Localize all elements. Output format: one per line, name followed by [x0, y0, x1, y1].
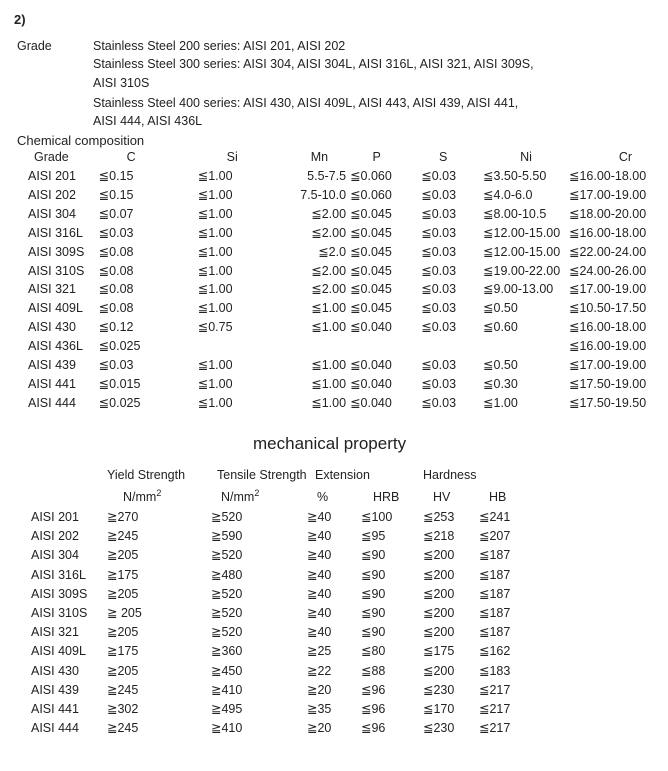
table-cell: [289, 337, 350, 356]
table-cell: ≦0.045: [350, 282, 392, 297]
table-cell: ≧35: [307, 702, 332, 717]
table-cell: ≧40: [307, 510, 332, 524]
unit-label: HV: [433, 490, 451, 504]
table-cell: AISI 309S: [31, 586, 88, 601]
table-cell: ≦1.00: [197, 206, 233, 221]
table-row: [22, 375, 668, 394]
table-cell: AISI 439: [31, 682, 79, 697]
chemical-composition-title: Chemical composition: [17, 133, 145, 148]
table-cell: ≦0.15: [98, 187, 134, 202]
table-row: [22, 167, 668, 186]
column-header: Cr: [618, 150, 633, 164]
table-cell: ≦16.00-18.00: [568, 225, 647, 240]
table-cell: ≦0.50: [483, 301, 518, 316]
table-cell: ≦218: [423, 529, 455, 544]
grade-line: AISI 310S: [93, 76, 150, 90]
table-row: [27, 700, 549, 719]
table-cell: ≦200: [423, 567, 455, 582]
table-cell: ≦1.00: [311, 320, 347, 335]
table-cell: ≦0.75: [197, 320, 233, 335]
table-cell: AISI 304: [28, 206, 76, 221]
table-cell: ≦0.040: [350, 358, 392, 373]
table-row: [22, 318, 668, 337]
table-row: [27, 585, 549, 604]
table-row: [27, 642, 549, 661]
table-cell: ≦12.00-15.00: [483, 244, 561, 259]
table-cell: ≦175: [423, 644, 455, 659]
table-cell: ≧480: [211, 567, 243, 582]
table-row: [27, 719, 549, 738]
table-row: [27, 604, 549, 623]
table-cell: ≧25: [307, 644, 332, 659]
table-row: [27, 508, 549, 527]
table-cell: ≦0.07: [98, 206, 134, 221]
table-cell: ≧40: [307, 567, 332, 582]
table-row: [27, 681, 549, 700]
table-cell: AISI 202: [31, 529, 79, 544]
table-cell: ≦9.00-13.00: [483, 282, 554, 297]
table-cell: AISI 321: [31, 625, 79, 640]
table-cell: ≦0.03: [421, 358, 457, 373]
table-cell: ≦0.08: [98, 282, 134, 297]
table-cell: ≦1.00: [197, 301, 233, 316]
table-cell: ≦2.00: [311, 263, 347, 278]
table-row: [22, 262, 668, 281]
table-cell: AISI 409L: [31, 644, 86, 659]
table-cell: ≦80: [361, 644, 386, 659]
table-cell: ≦0.060: [350, 169, 392, 183]
table-cell: ≧20: [307, 682, 332, 697]
table-row: [22, 243, 668, 262]
table-cell: ≦230: [423, 721, 455, 736]
table-cell: ≧40: [307, 606, 332, 621]
table-cell: ≦1.00: [197, 169, 233, 183]
table-cell: ≦12.00-15.00: [483, 225, 561, 240]
table-row: [27, 566, 549, 585]
table-cell: ≦0.03: [421, 301, 457, 316]
table-cell: ≦187: [479, 606, 511, 621]
table-cell: ≦96: [361, 702, 386, 717]
table-header-row: [22, 148, 668, 167]
table-header-row: [27, 464, 549, 486]
table-cell: ≦1.00: [311, 301, 347, 316]
table-cell: ≦2.00: [311, 282, 347, 297]
table-cell: AISI 201: [31, 510, 79, 524]
table-cell: AISI 316L: [28, 225, 83, 240]
table-cell: ≦17.00-19.00: [568, 282, 647, 297]
grade-label: Grade: [17, 39, 52, 53]
table-cell: ≦1.00: [197, 395, 233, 410]
mechanical-property-title: mechanical property: [253, 434, 407, 453]
table-cell: ≧590: [211, 529, 243, 544]
table-cell: ≧205: [107, 548, 139, 563]
table-cell: ≧22: [307, 663, 332, 678]
table-cell: ≦0.03: [421, 244, 457, 259]
table-cell: ≦0.03: [421, 169, 457, 183]
table-cell: ≦0.045: [350, 206, 392, 221]
table-cell: ≦96: [361, 682, 386, 697]
table-cell: ≦0.03: [421, 225, 457, 240]
table-cell: [350, 337, 421, 356]
table-cell: ≦200: [423, 586, 455, 601]
table-cell: ≦217: [479, 702, 511, 717]
table-cell: ≦1.00: [311, 395, 347, 410]
table-cell: ≦0.08: [98, 263, 134, 278]
column-header: Mn: [310, 150, 329, 164]
table-cell: ≦2.0: [318, 244, 347, 259]
table-cell: ≦1.00: [197, 358, 233, 373]
table-cell: AISI 444: [28, 395, 76, 410]
table-cell: ≦17.00-19.00: [568, 187, 647, 202]
table-row: [22, 299, 668, 318]
table-cell: ≦1.00: [311, 376, 347, 391]
table-cell: 7.5-10.0: [300, 187, 347, 202]
table-cell: ≦0.060: [350, 187, 392, 202]
table-cell: AISI 304: [31, 548, 79, 563]
grade-line: Stainless Steel 200 series: AISI 201, AISI 202: [93, 39, 346, 53]
table-cell: ≦16.00-18.00: [568, 169, 647, 183]
unit-label: %: [317, 490, 329, 504]
table-cell: ≦0.03: [421, 376, 457, 391]
table-cell: ≦200: [423, 663, 455, 678]
table-cell: AISI 430: [28, 320, 76, 335]
unit-label: HB: [489, 490, 507, 504]
table-cell: [483, 337, 569, 356]
table-cell: ≧20: [307, 721, 332, 736]
table-cell: 5.5-7.5: [307, 169, 347, 183]
table-cell: ≧410: [211, 682, 243, 697]
table-cell: ≦0.30: [483, 376, 518, 391]
table-cell: ≦0.03: [98, 358, 134, 373]
table-cell: AISI 439: [28, 358, 76, 373]
table-cell: AISI 441: [31, 702, 79, 717]
table-cell: ≧270: [107, 510, 139, 524]
column-header: Extension: [315, 468, 370, 482]
table-cell: [421, 337, 483, 356]
table-cell: ≦0.015: [98, 376, 141, 391]
table-cell: ≦1.00: [311, 358, 347, 373]
table-cell: AISI 321: [28, 282, 76, 297]
table-cell: ≦0.50: [483, 358, 518, 373]
grade-line: AISI 444, AISI 436L: [93, 114, 203, 128]
table-cell: ≧410: [211, 721, 243, 736]
table-cell: ≧495: [211, 702, 243, 717]
table-cell: ≧40: [307, 548, 332, 563]
table-cell: ≦24.00-26.00: [568, 263, 647, 278]
table-cell: ≦1.00: [197, 376, 233, 391]
table-cell: ≧302: [107, 702, 139, 717]
table-cell: ≦90: [361, 586, 386, 601]
column-header: S: [438, 150, 448, 164]
column-header: Ni: [520, 150, 532, 164]
table-cell: ≧205: [107, 586, 139, 601]
table-cell: ≦217: [479, 721, 511, 736]
column-header: Grade: [34, 150, 69, 164]
table-cell: AISI 316L: [31, 567, 86, 582]
table-cell: ≦187: [479, 586, 511, 601]
table-cell: ≦95: [361, 529, 386, 544]
table-cell: ≦1.00: [197, 244, 233, 259]
table-cell: AISI 310S: [28, 263, 85, 278]
column-header: Hardness: [423, 468, 477, 482]
table-cell: ≦8.00-10.5: [483, 206, 547, 221]
table-cell: ≦0.045: [350, 301, 392, 316]
table-cell: ≦1.00: [483, 395, 518, 410]
table-cell: ≦162: [479, 644, 511, 659]
table-cell: ≦0.03: [421, 206, 457, 221]
table-row: [22, 356, 668, 375]
table-row: [22, 337, 668, 356]
table-cell: ≦200: [423, 606, 455, 621]
table-cell: ≦90: [361, 567, 386, 582]
table-cell: ≦2.00: [311, 225, 347, 240]
table-cell: ≦3.50-5.50: [483, 169, 547, 183]
table-cell: AISI 430: [31, 663, 79, 678]
grade-line: Stainless Steel 400 series: AISI 430, AISI 409L, AISI 443, AISI 439, AISI 441,: [93, 96, 519, 110]
table-row: [22, 280, 668, 299]
table-cell: ≦0.03: [421, 320, 457, 335]
table-cell: ≦230: [423, 682, 455, 697]
table-cell: ≦0.08: [98, 244, 134, 259]
table-row: [22, 186, 668, 205]
table-cell: ≧520: [211, 510, 243, 524]
table-cell: ≦0.03: [421, 187, 457, 202]
table-cell: ≦1.00: [197, 263, 233, 278]
table-cell: ≦0.15: [98, 169, 134, 183]
table-cell: ≦17.50-19.50: [568, 395, 647, 410]
table-cell: ≦16.00-18.00: [568, 320, 647, 335]
section-number: 2): [14, 12, 26, 27]
table-cell: ≦200: [423, 548, 455, 563]
grade-line: Stainless Steel 300 series: AISI 304, AISI 304L, AISI 316L, AISI 321, AISI 309S,: [93, 57, 534, 71]
table-cell: AISI 444: [31, 721, 79, 736]
table-cell: ≦1.00: [197, 282, 233, 297]
table-cell: ≧450: [211, 663, 243, 678]
table-cell: ≦200: [423, 625, 455, 640]
table-cell: ≦187: [479, 625, 511, 640]
table-cell: AISI 409L: [28, 301, 83, 316]
table-cell: ≦207: [479, 529, 511, 544]
table-cell: ≦90: [361, 606, 386, 621]
table-row: [22, 205, 668, 224]
table-cell: ≦16.00-19.00: [568, 339, 647, 354]
table-cell: AISI 201: [28, 169, 76, 183]
unit-label: HRB: [373, 490, 400, 504]
table-cell: ≧520: [211, 606, 243, 621]
table-cell: ≧205: [107, 625, 139, 640]
table-cell: ≦1.00: [197, 187, 233, 202]
table-cell: AISI 436L: [28, 339, 83, 354]
table-cell: AISI 441: [28, 376, 76, 391]
table-cell: ≧40: [307, 625, 332, 640]
table-cell: ≦19.00-22.00: [483, 263, 561, 278]
table-cell: ≦187: [479, 548, 511, 563]
table-cell: ≦1.00: [197, 225, 233, 240]
table-cell: ≦96: [361, 721, 386, 736]
column-header: Si: [226, 150, 238, 164]
table-cell: ≦90: [361, 548, 386, 563]
table-cell: AISI 202: [28, 187, 76, 202]
unit-label: $N/mm^2$: [123, 487, 162, 504]
table-cell: AISI 309S: [28, 244, 85, 259]
table-cell: ≧40: [307, 529, 332, 544]
table-row: [22, 224, 668, 243]
table-cell: ≦241: [479, 510, 511, 524]
table-cell: ≦18.00-20.00: [568, 206, 647, 221]
table-cell: ≦17.50-19.00: [568, 376, 647, 391]
table-cell: ≧360: [211, 644, 243, 659]
table-row: [22, 394, 668, 413]
table-cell: ≦0.040: [350, 395, 392, 410]
table-cell: ≧175: [107, 567, 139, 582]
table-cell: ≦0.040: [350, 320, 392, 335]
table-cell: ≦88: [361, 663, 386, 678]
table-cell: ≧175: [107, 644, 139, 659]
table-cell: ≦170: [423, 702, 455, 717]
table-cell: ≦17.00-19.00: [568, 358, 647, 373]
table-cell: ≧245: [107, 682, 139, 697]
table-cell: ≦0.03: [421, 282, 457, 297]
table-cell: ≧520: [211, 625, 243, 640]
table-cell: ≦187: [479, 567, 511, 582]
table-cell: ≧520: [211, 548, 243, 563]
table-cell: ≦253: [423, 510, 455, 524]
table-cell: ≦2.00: [311, 206, 347, 221]
table-row: [27, 546, 549, 565]
table-cell: ≧245: [107, 721, 139, 736]
column-header: C: [126, 150, 136, 164]
table-cell: ≦183: [479, 663, 511, 678]
table-cell: ≧205: [107, 663, 139, 678]
table-cell: ≦0.03: [98, 225, 134, 240]
chemical-composition-table: [22, 148, 668, 413]
table-cell: ≦22.00-24.00: [568, 244, 647, 259]
table-cell: ≦0.040: [350, 376, 392, 391]
unit-label: $N/mm^2$: [221, 487, 260, 504]
table-cell: ≦0.12: [98, 320, 134, 335]
table-cell: ≧ 205: [107, 606, 142, 621]
table-cell: ≦100: [361, 510, 393, 524]
table-cell: ≧245: [107, 529, 139, 544]
table-row: [27, 527, 549, 546]
table-cell: ≦0.045: [350, 244, 392, 259]
table-cell: ≦217: [479, 682, 511, 697]
column-header: Yield Strength: [107, 468, 186, 482]
table-cell: AISI 310S: [31, 606, 88, 621]
table-cell: ≦0.08: [98, 301, 134, 316]
table-cell: ≦4.0-6.0: [483, 187, 533, 202]
table-cell: ≦0.045: [350, 263, 392, 278]
table-cell: ≦0.03: [421, 263, 457, 278]
table-cell: ≦0.025: [98, 339, 141, 354]
table-cell: ≦0.045: [350, 225, 392, 240]
table-cell: ≧40: [307, 586, 332, 601]
table-cell: [198, 337, 289, 356]
column-header: Tensile Strength: [217, 468, 307, 482]
table-cell: ≦0.60: [483, 320, 518, 335]
table-row: [27, 662, 549, 681]
table-cell: ≦90: [361, 625, 386, 640]
table-cell: ≦10.50-17.50: [568, 301, 647, 316]
table-cell: ≦0.025: [98, 395, 141, 410]
column-header: P: [372, 150, 381, 164]
mechanical-property-table: [27, 464, 549, 738]
table-cell: ≦0.03: [421, 395, 457, 410]
table-row: [27, 623, 549, 642]
units-row: [27, 486, 549, 508]
table-cell: ≧520: [211, 586, 243, 601]
